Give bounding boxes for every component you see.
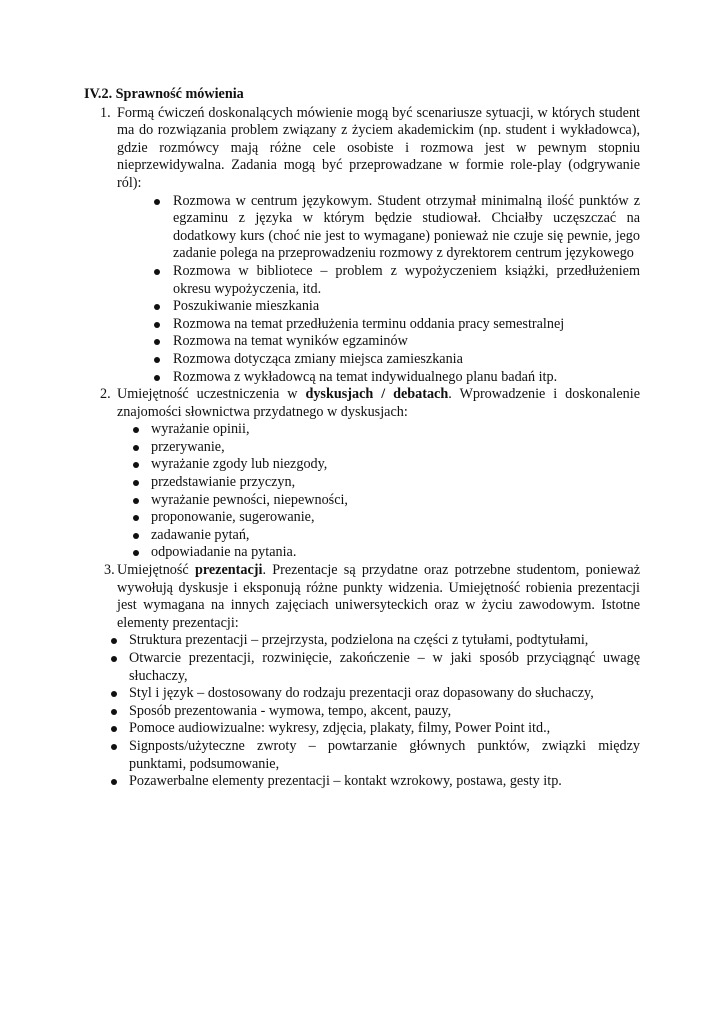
list-item: Pomoce audiowizualne: wykresy, zdjęcia, plakaty, filmy, Power Point itd., (84, 720, 640, 738)
item-number: 1. (100, 104, 111, 121)
item-text: Umiejętność prezentacji. Prezentacje są przydatne oraz potrzebne studentom, ponieważ wywołują dyskusje i eksponują różne punkty widzenia. Umiejętność robienia prezentacji jest wymagana na innych zajęciach uniwersyteckich oraz w życiu zawodowym. Istotne elementy prezentacji: (117, 562, 640, 631)
item-number: 2. (100, 386, 111, 403)
item-text: Formą ćwiczeń doskonalących mówienie mogą być scenariusze sytuacji, w których student ma do rozwiązania problem związany z życiem akademickim (np. student i wykładowca), gdzie rozmówcy mają różne cele osobiste i rozmowa jest w pewnym stopniu nieprzewidywalna. Zadania mogą być przeprowadzane w formie role-play (odgrywanie ról): (117, 104, 640, 191)
list-item: wyrażanie opinii, (84, 421, 640, 439)
list-item: wyrażanie zgody lub niezgody, (84, 456, 640, 474)
role-play-list (84, 193, 640, 387)
list-item: proponowanie, sugerowanie, (84, 509, 640, 527)
list-item-2 (84, 386, 640, 421)
bullet-icon (154, 357, 160, 363)
presentation-elements-list (84, 632, 640, 790)
list-item: Rozmowa w bibliotece – problem z wypożyczeniem książki, przedłużeniem okresu wypożyczenia, itd. (84, 263, 640, 298)
bullet-icon (154, 375, 160, 381)
list-item: Rozmowa w centrum językowym. Student otrzymał minimalną ilość punktów z egzaminu z języka w którym będzie studiował. Chciałby uczęszczać na dodatkowy kurs (choć nie jest to wymagane) ponieważ nie czuje się pewnie, jego zadanie polega na przeprowadzeniu rozmowy z dyrektorem centrum językowego (84, 193, 640, 263)
bold-term: prezentacji (194, 562, 263, 579)
bullet-icon (154, 199, 160, 205)
list-item: przedstawianie przyczyn, (84, 474, 640, 492)
item-text: Umiejętność uczestniczenia w dyskusjach / debatach. Wprowadzenie i doskonalenie znajomości słownictwa przydatnego w dyskusjach: (117, 386, 640, 420)
bullet-icon (111, 744, 117, 750)
bullet-icon (111, 709, 117, 715)
bullet-icon (111, 638, 117, 644)
list-item: Styl i język – dostosowany do rodzaju prezentacji oraz dopasowany do słuchaczy, (84, 685, 640, 703)
list-item: przerywanie, (84, 439, 640, 457)
list-item-1 (84, 105, 640, 193)
bullet-icon (133, 498, 139, 504)
bullet-icon (111, 779, 117, 785)
list-item-3 (84, 562, 640, 632)
bullet-icon (133, 515, 139, 521)
list-item: wyrażanie pewności, niepewności, (84, 492, 640, 510)
list-item: Rozmowa na temat wyników egzaminów (84, 333, 640, 351)
bullet-icon (133, 550, 139, 556)
list-item: Otwarcie prezentacji, rozwinięcie, zakończenie – w jaki sposób przyciągnąć uwagę słuchaczy, (84, 650, 640, 685)
list-item: Rozmowa na temat przedłużenia terminu oddania pracy semestralnej (84, 316, 640, 334)
bold-term: dyskusjach / debatach (305, 386, 449, 403)
bullet-icon (111, 656, 117, 662)
document-page (84, 86, 640, 791)
item-number: 3. (104, 562, 115, 579)
bullet-icon (154, 304, 160, 310)
discussion-phrases-list (84, 421, 640, 562)
bullet-icon (154, 322, 160, 328)
list-item: Pozawerbalne elementy prezentacji – kontakt wzrokowy, postawa, gesty itp. (84, 773, 640, 791)
section-heading: IV.2. Sprawność mówienia (84, 86, 244, 102)
list-item: Rozmowa z wykładowcą na temat indywidualnego planu badań itp. (84, 369, 640, 387)
bullet-icon (133, 480, 139, 486)
list-item: zadawanie pytań, (84, 527, 640, 545)
bullet-icon (133, 533, 139, 539)
bullet-icon (154, 339, 160, 345)
bullet-icon (111, 726, 117, 732)
bullet-icon (154, 269, 160, 275)
bullet-icon (111, 691, 117, 697)
bullet-icon (133, 462, 139, 468)
list-item: Sposób prezentowania - wymowa, tempo, akcent, pauzy, (84, 703, 640, 721)
list-item: Poszukiwanie mieszkania (84, 298, 640, 316)
bullet-icon (133, 427, 139, 433)
list-item: Signposts/użyteczne zwroty – powtarzanie głównych punktów, związki między punktami, podsumowanie, (84, 738, 640, 773)
bullet-icon (133, 445, 139, 451)
list-item: Rozmowa dotycząca zmiany miejsca zamieszkania (84, 351, 640, 369)
list-item: odpowiadanie na pytania. (84, 544, 640, 562)
list-item: Struktura prezentacji – przejrzysta, podzielona na części z tytułami, podtytułami, (84, 632, 640, 650)
